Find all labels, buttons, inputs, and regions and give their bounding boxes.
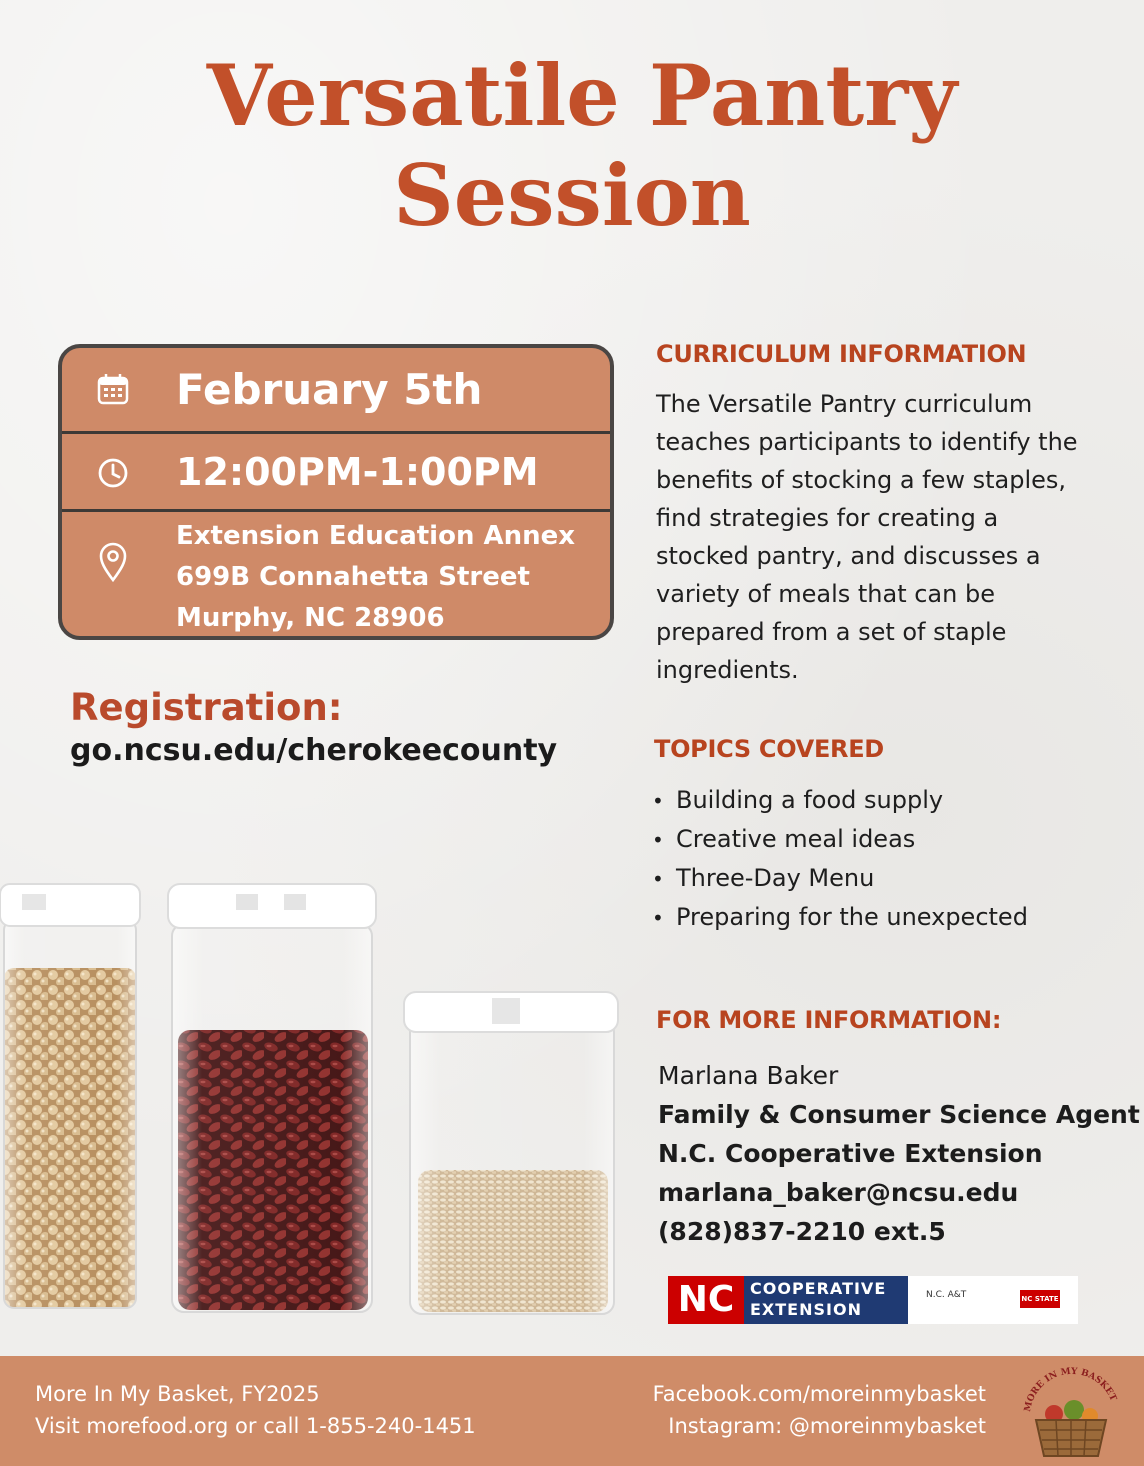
location-line-2: 699B Connahetta Street [176, 562, 530, 592]
basket-logo-icon [1016, 1364, 1126, 1460]
contact-name: Marlana Baker [658, 1061, 839, 1090]
footer-bar [0, 1356, 1144, 1466]
registration-label: Registration: [70, 686, 343, 729]
nc-logo-cooperative: COOPERATIVE [750, 1279, 887, 1298]
contact-org: N.C. Cooperative Extension [658, 1139, 1043, 1168]
topic-item: • Preparing for the unexpected [652, 898, 1028, 937]
event-date-row [62, 348, 610, 434]
partner-logos [668, 1276, 1078, 1324]
footer-contact[interactable]: Visit morefood.org or call 1-855-240-1451 [35, 1414, 476, 1438]
ncstate-logo: NC STATE [1020, 1290, 1060, 1308]
ncat-logo: N.C. A&T [926, 1290, 967, 1300]
nc-logo-extension: EXTENSION [750, 1300, 862, 1319]
flyer-title-line-2: Session [393, 146, 751, 245]
curriculum-description [656, 385, 1126, 689]
location-pin-icon [96, 542, 130, 582]
curriculum-line: teaches participants to identify the [656, 428, 1078, 456]
footer-right [653, 1378, 986, 1442]
topics-list [652, 781, 1028, 937]
contact-email[interactable]: marlana_baker@ncsu.edu [658, 1178, 1019, 1207]
topics-heading: TOPICS COVERED [654, 735, 884, 763]
nc-logo-text [750, 1278, 886, 1320]
curriculum-line: ingredients. [656, 656, 799, 684]
event-time-row [62, 434, 610, 512]
topic-item: • Creative meal ideas [652, 820, 1028, 859]
curriculum-line: prepared from a set of staple [656, 618, 1007, 646]
pantry-jars-image [0, 880, 620, 1320]
curriculum-line: find strategies for creating a [656, 504, 999, 532]
curriculum-line: variety of meals that can be [656, 580, 995, 608]
nc-logo-mark: NC [668, 1276, 744, 1324]
calendar-icon [96, 372, 130, 406]
footer-program: More In My Basket, FY2025 [35, 1382, 320, 1406]
topic-item: • Three-Day Menu [652, 859, 1028, 898]
registration-url[interactable]: go.ncsu.edu/cherokeecounty [70, 733, 558, 768]
topic-item: • Building a food supply [652, 781, 1028, 820]
flyer-title-line-1: Versatile Pantry [206, 46, 958, 145]
footer-left [35, 1378, 476, 1442]
more-info-heading: FOR MORE INFORMATION: [656, 1006, 1002, 1034]
contact-phone[interactable]: (828)837-2210 ext.5 [658, 1217, 946, 1246]
curriculum-line: benefits of stocking a few staples, [656, 466, 1067, 494]
footer-instagram[interactable]: Instagram: @moreinmybasket [668, 1414, 986, 1438]
clock-icon [96, 456, 130, 490]
event-details-box [58, 344, 614, 640]
event-time: 12:00PM-1:00PM [176, 450, 539, 494]
event-location [176, 516, 575, 639]
contact-block [658, 1056, 1140, 1251]
location-line-1: Extension Education Annex [176, 521, 576, 551]
curriculum-line: stocked pantry, and discusses a [656, 542, 1041, 570]
curriculum-heading: CURRICULUM INFORMATION [656, 340, 1027, 368]
event-date: February 5th [176, 365, 483, 414]
event-location-row [62, 512, 610, 640]
nc-cooperative-extension-logo [668, 1276, 908, 1324]
footer-facebook[interactable]: Facebook.com/moreinmybasket [652, 1382, 986, 1406]
curriculum-line: The Versatile Pantry curriculum [656, 390, 1033, 418]
contact-title: Family & Consumer Science Agent [658, 1100, 1140, 1129]
location-line-3: Murphy, NC 28906 [176, 603, 445, 633]
svg-text:MORE IN MY BASKET: MORE IN MY BASKET [1023, 1366, 1118, 1413]
